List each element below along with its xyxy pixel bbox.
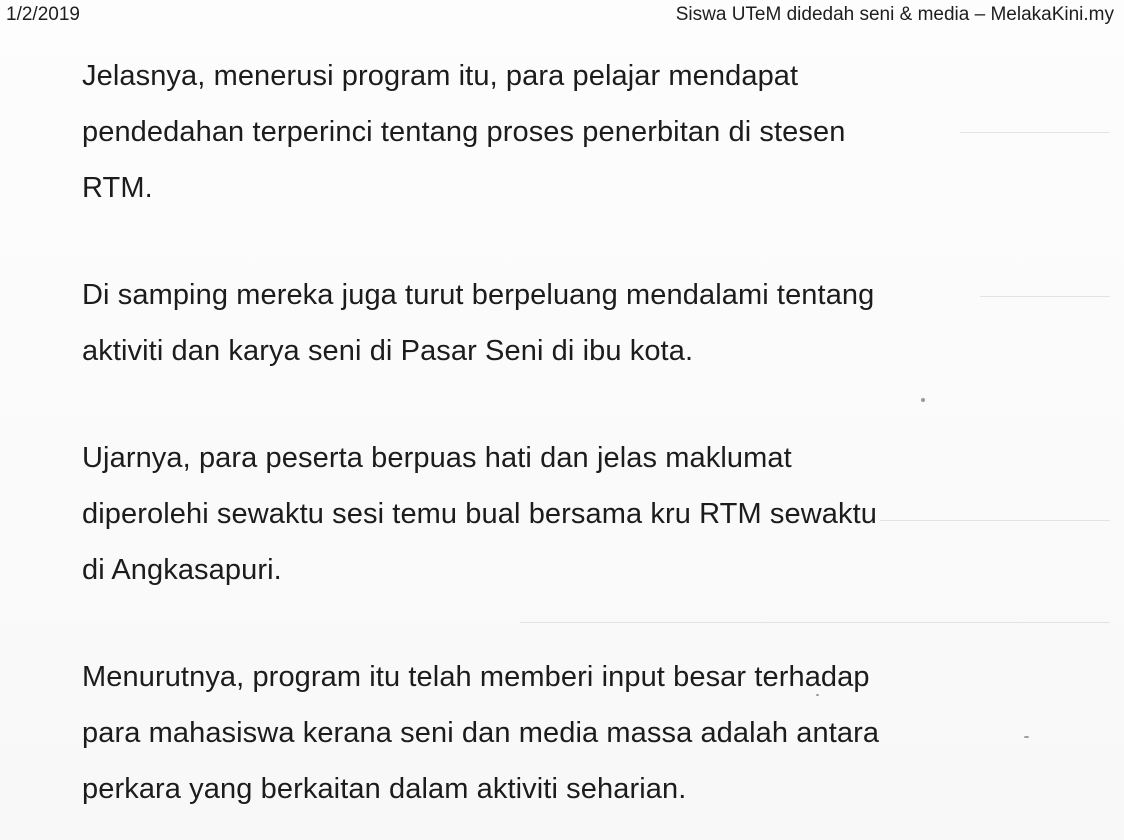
article-body — [82, 48, 1042, 817]
paragraph-line: Ujarnya, para peserta berpuas hati dan jelas maklumat — [82, 442, 792, 474]
print-header — [0, 2, 1124, 28]
print-date: 1/2/2019 — [6, 4, 80, 25]
paragraph-line: para mahasiswa kerana seni dan media massa adalah antara — [82, 717, 880, 749]
print-page-title: Siswa UTeM didedah seni & media – MelakaKini.my — [675, 4, 1114, 25]
article-paragraph — [82, 430, 1042, 598]
paragraph-line: Di samping mereka juga turut berpeluang mendalami tentang — [82, 279, 875, 311]
paragraph-line: perkara yang berkaitan dalam aktiviti seharian. — [82, 773, 687, 805]
paragraph-line: Jelasnya, menerusi program itu, para pelajar mendapat — [82, 60, 799, 92]
paragraph-line: Menurutnya, program itu telah memberi input besar terhadap — [82, 661, 870, 693]
article-paragraph — [82, 649, 1042, 817]
article-paragraph — [82, 267, 1042, 379]
paragraph-line: pendedahan terperinci tentang proses penerbitan di stesen — [82, 116, 846, 148]
paragraph-line: aktiviti dan karya seni di Pasar Seni di ibu kota. — [82, 335, 694, 367]
article-paragraph — [82, 48, 1042, 216]
paragraph-line: RTM. — [82, 172, 153, 204]
paragraph-line: diperolehi sewaktu sesi temu bual bersama kru RTM sewaktu — [82, 498, 877, 530]
paragraph-line: di Angkasapuri. — [82, 554, 282, 586]
